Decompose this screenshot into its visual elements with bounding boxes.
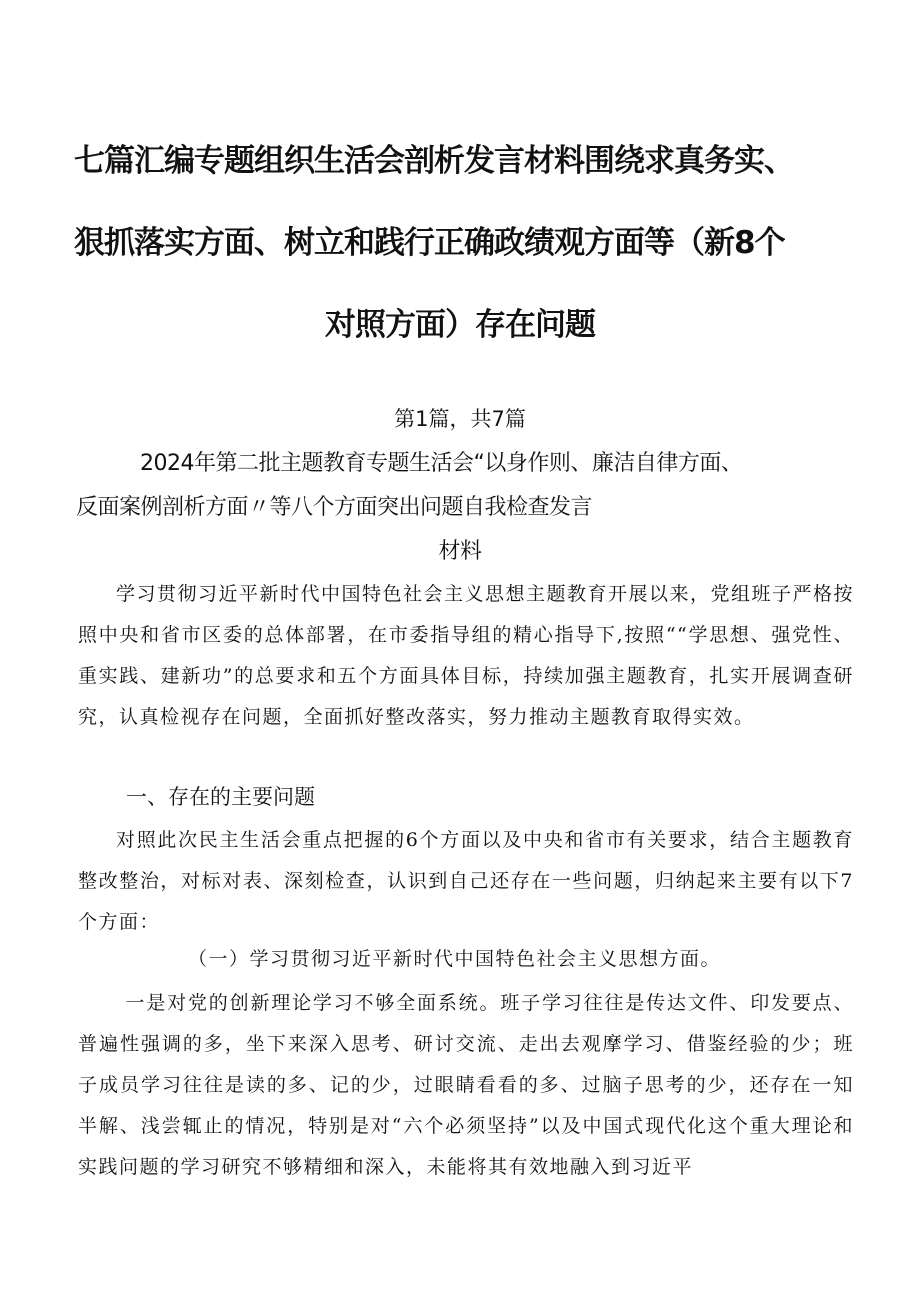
part-label: 第1篇，共7篇 [394,407,526,431]
sub-section-paragraph: 一是对党的创新理论学习不够全面系统。班子学习往往是传达文件、印发要点、普遍性强调的多，坐下来深入思考、研讨交流、走出去观摩学习、借鉴经验的少；班子成员学习往往是读的多、记的少，过眼睛看看的多、过脑子思考的少，还存在一知半解、浅尝辄止的情况，特别是对“六个必须坚持”以及中国式现代化这个重大理论和实践问题的学习研究不够精细和深入，未能将其有效地融入到习近平 [78,992,854,1178]
document-title-line-1: 七篇汇编专题组织生活会剖析发言材料围绕求真务实、 [74,143,794,179]
intro-paragraph: 学习贯彻习近平新时代中国特色社会主义思想主题教育开展以来，党组班子严格按照中央和省市区委的总体部署，在市委指导组的精心指导下,按照““学思想、强党性、重实践、建新功”的总要求和五个方面具体目标，持续加强主题教育，扎实开展调查研究，认真检视存在问题，全面抓好整改落实，努力推动主题教育取得实效。 [78,583,855,728]
section-paragraph: 对照此次民主生活会重点把握的6个方面以及中央和省市有关要求，结合主题教育整改整治，对标对表、深刻检查，认识到自己还存在一些问题，归纳起来主要有以下7个方面： [78,829,854,933]
sub-section-heading: （一）学习贯彻习近平新时代中国特色社会主义思想方面。 [188,948,722,970]
section-heading: 一、存在的主要问题 [126,785,315,809]
document-title-line-3: 对照方面）存在问题 [325,307,595,343]
subtitle-line-1: 2024年第二批主题教育专题生活会“以身作则、廉洁自律方面、 [140,451,743,476]
subtitle-line-3: 材料 [438,539,482,564]
subtitle-line-2: 反面案例剖析方面〃等八个方面突出问题自我检查发言 [76,495,593,520]
document-title-line-2: 狠抓落实方面、树立和践行正确政绩观方面等（新8个 [74,225,785,261]
